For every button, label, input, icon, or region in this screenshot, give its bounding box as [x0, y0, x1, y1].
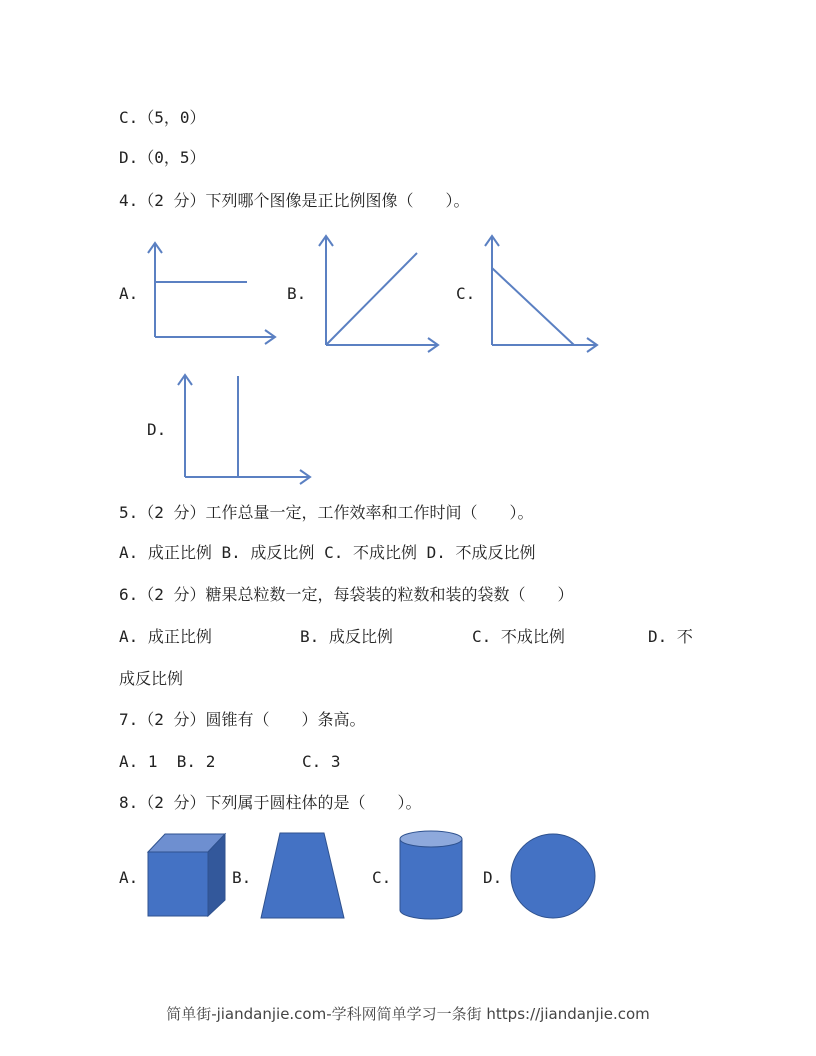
- q4-graph-d: [172, 370, 317, 490]
- q4-graph-a: [140, 235, 285, 350]
- footer-watermark: 简单街-jiandanjie.com-学科网简单学习一条街 https://jiandanjie.com: [166, 1005, 650, 1023]
- q8-label-c: C.: [372, 868, 392, 887]
- q5-options: A. 成正比例 B. 成反比例 C. 不成比例 D. 不成反比例: [119, 543, 536, 562]
- q4-label-b: B.: [287, 284, 307, 303]
- q3-option-c: C.（5，0）: [119, 108, 206, 127]
- q4-label-a: A.: [119, 284, 139, 303]
- q5-stem: 5.（2 分）工作总量一定，工作效率和工作时间（ ）。: [119, 503, 534, 522]
- q4-stem: 4.（2 分）下列哪个图像是正比例图像（ ）。: [119, 191, 470, 210]
- q6-option-a: A. 成正比例: [119, 627, 212, 646]
- q8-stem: 8.（2 分）下列属于圆柱体的是（ ）。: [119, 793, 422, 812]
- q8-label-b: B.: [232, 868, 252, 887]
- q6-option-b: B. 成反比例: [300, 627, 393, 646]
- q7-options: A. 1 B. 2 C. 3: [119, 752, 341, 771]
- trapezoid-icon: [258, 830, 348, 922]
- cube-icon: [145, 831, 230, 921]
- q8-label-a: A.: [119, 868, 139, 887]
- q4-graph-b: [310, 230, 445, 355]
- q6-option-c: C. 不成比例: [472, 627, 565, 646]
- q3-option-d: D.（0，5）: [119, 148, 206, 167]
- q4-label-c: C.: [456, 284, 476, 303]
- q6-option-d: D. 不: [648, 627, 693, 646]
- q8-label-d: D.: [483, 868, 503, 887]
- cylinder-icon: [397, 828, 467, 923]
- q4-label-d: D.: [147, 420, 167, 439]
- q6-option-d-continued: 成反比例: [119, 669, 184, 688]
- q7-stem: 7.（2 分）圆锥有（ ）条高。: [119, 710, 366, 729]
- q6-stem: 6.（2 分）糖果总粒数一定，每袋装的粒数和装的袋数（ ）: [119, 585, 574, 604]
- q4-graph-c: [478, 230, 606, 355]
- circle-icon: [509, 831, 599, 921]
